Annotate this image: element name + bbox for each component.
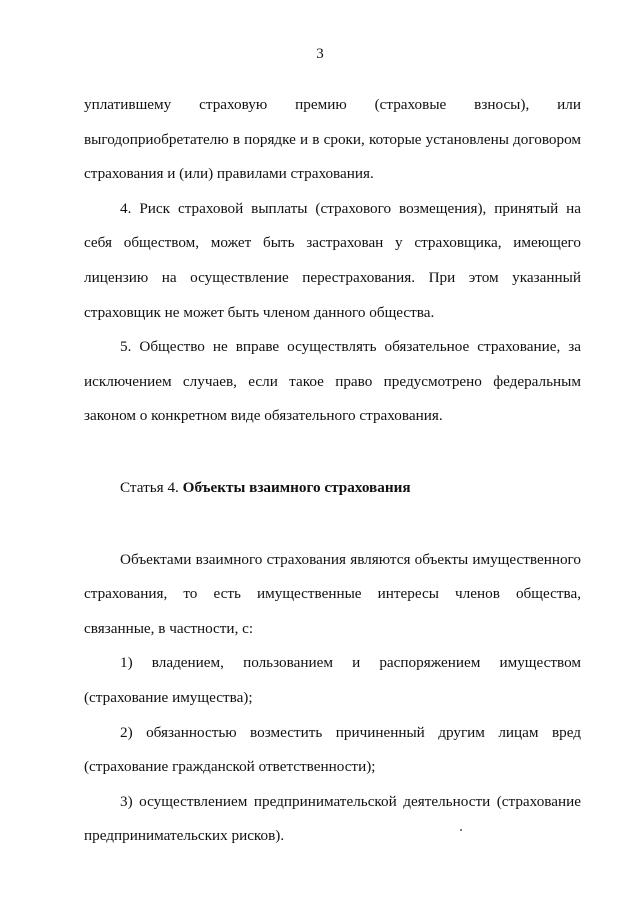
list-item-property: 1) владением, пользованием и распоряжением имуществом (страхование имущества); [84, 654, 581, 706]
paragraph-objects-intro: Объектами взаимного страхования являются объекты имущественного страхования, то есть имущественные интересы членов общества, связанные, в частности, с: [84, 550, 581, 637]
paragraph-clause-4: 4. Риск страховой выплаты (страхового возмещения), принятый на себя обществом, может быть застрахован у страховщика, имеющего лицензию на осуществление перестрахования. При этом указанный страховщик не может быть членом данного общества. [84, 199, 581, 321]
scan-speck [460, 829, 462, 831]
article-title: Объекты взаимного страхования [182, 478, 411, 496]
list-item-liability: 2) обязанностью возместить причиненный другим лицам вред (страхование гражданской ответственности); [84, 723, 581, 776]
page-number: 3 [316, 46, 324, 62]
paragraph-clause-5: 5. Общество не вправе осуществлять обязательное страхование, за исключением случаев, если такое право предусмотрено федеральным законом о конкретном виде обязательного страхования. [84, 338, 581, 425]
list-item-business-risk: 3) осуществлением предпринимательской деятельности (страхование предпринимательских рисков). [84, 792, 581, 845]
paragraph-continuation: уплатившему страховую премию (страховые взносы), или выгодоприобретателю в порядке и в сроки, которые установлены договором страхования и (или) правилами страхования. [84, 96, 581, 183]
article-prefix: Статья 4. [120, 478, 183, 496]
document-body [84, 88, 581, 854]
article-heading [84, 471, 581, 506]
